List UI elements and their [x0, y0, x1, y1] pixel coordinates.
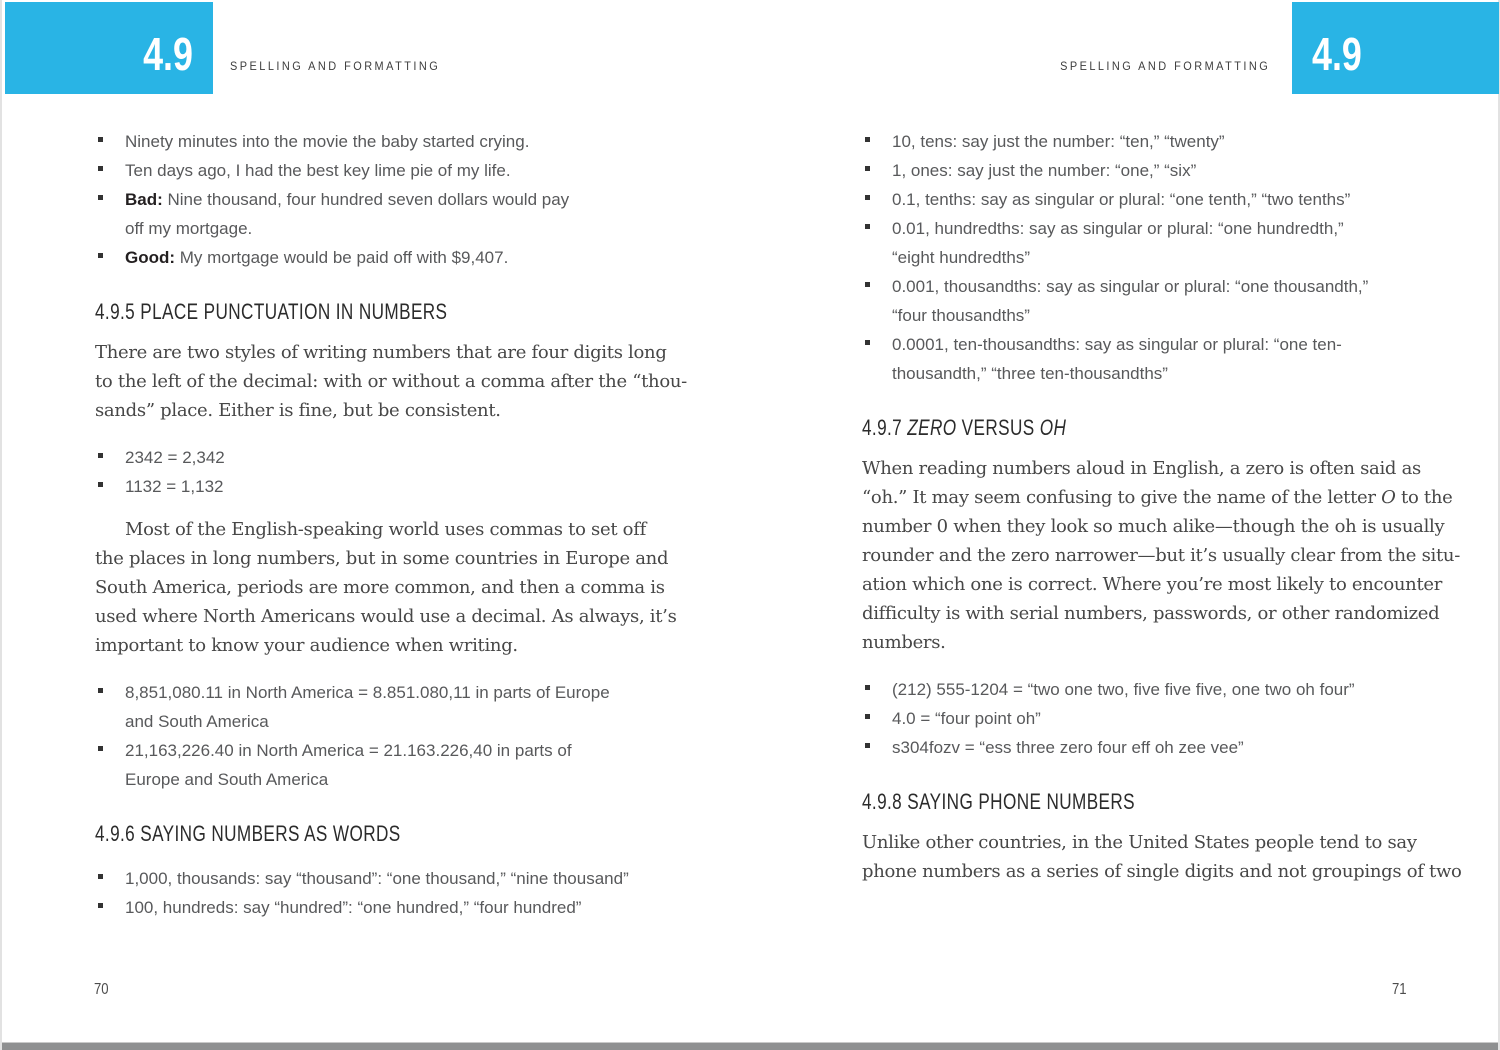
text-segment: 1,000, thousands: say “thousand”: “one thousand,” “nine thousand” [125, 869, 629, 888]
text-line [125, 765, 670, 794]
bullet-square-marker [98, 195, 103, 200]
text-segment: Good: [125, 248, 180, 267]
text-line [125, 864, 670, 893]
left-page-column [95, 127, 687, 922]
body-paragraph [862, 454, 1460, 657]
bullet-list [95, 127, 670, 272]
text-segment: rounder and the zero narrower—but it’s usually clear from the situ- [862, 545, 1460, 566]
text-line [125, 185, 670, 214]
bullet-item [862, 704, 1417, 733]
text-segment: thousandth,” “three ten-thousandths” [892, 364, 1168, 383]
text-segment: “four thousandths” [892, 306, 1030, 325]
text-line [95, 602, 677, 631]
text-segment: and South America [125, 712, 269, 731]
text-line [892, 243, 1417, 272]
text-segment: the places in long numbers, but in some countries in Europe and [95, 548, 669, 569]
right-page-column [862, 127, 1462, 886]
text-segment: Most of the English-speaking world uses commas to set off [125, 519, 646, 540]
text-segment: “eight hundredths” [892, 248, 1030, 267]
bullet-square-marker [865, 340, 870, 345]
text-line [95, 544, 670, 573]
text-segment: important to know your audience when writing. [95, 635, 518, 656]
page-number-left: 70 [94, 981, 109, 998]
text-line [892, 330, 1417, 359]
text-segment: 2342 = 2,342 [125, 448, 225, 467]
running-header-text: SPELLING AND FORMATTING [230, 61, 441, 73]
text-line [95, 573, 670, 602]
text-line [892, 675, 1417, 704]
section-heading [862, 416, 1417, 440]
text-line [125, 127, 670, 156]
running-header-right [1049, 61, 1270, 73]
text-line [125, 443, 670, 472]
bullet-item [862, 214, 1417, 272]
text-line [892, 156, 1417, 185]
text-segment: number 0 when they look so much alike—though the oh is usually [862, 516, 1445, 537]
bullet-item [95, 678, 670, 736]
text-segment: When reading numbers aloud in English, a zero is often said as [862, 458, 1421, 479]
text-segment: sands” place. Either is fine, but be consistent. [95, 400, 501, 421]
text-line [125, 156, 670, 185]
text-segment: Nine thousand, four hundred seven dollars would pay [167, 190, 570, 209]
text-line [892, 272, 1417, 301]
section-heading [95, 300, 670, 324]
bullet-list [95, 864, 670, 922]
bullet-square-marker [865, 685, 870, 690]
text-line [125, 893, 670, 922]
section-heading-text [95, 822, 401, 846]
text-segment: There are two styles of writing numbers that are four digits long [95, 342, 667, 363]
text-segment: Ninety minutes into the movie the baby started crying. [125, 132, 530, 151]
page-bottom-edge [2, 1042, 1498, 1050]
bullet-item [95, 472, 670, 501]
bullet-square-marker [98, 482, 103, 487]
text-line [125, 472, 670, 501]
bullet-square-marker [98, 453, 103, 458]
text-line [125, 214, 670, 243]
text-line [125, 243, 670, 272]
text-segment: Bad: [125, 190, 168, 209]
text-line [862, 828, 1417, 857]
bullet-item [95, 127, 670, 156]
bullet-list [862, 127, 1417, 388]
text-line [862, 857, 1462, 886]
text-line [95, 367, 687, 396]
text-segment: 4.9.7 [862, 415, 908, 440]
bullet-item [95, 893, 670, 922]
bullet-item [95, 156, 670, 185]
text-segment: difficulty is with serial numbers, passwords, or other randomized [862, 603, 1440, 624]
text-line [892, 185, 1417, 214]
text-segment: “oh.” It may seem confusing to give the name of the letter [862, 487, 1382, 508]
running-header-text: SPELLING AND FORMATTING [1059, 61, 1270, 73]
text-line [892, 733, 1417, 762]
bullet-item [862, 733, 1417, 762]
text-segment: 0.01, hundredths: say as singular or plural: “one hundredth,” [892, 219, 1344, 238]
bullet-square-marker [865, 224, 870, 229]
text-line [892, 301, 1417, 330]
text-segment: off my mortgage. [125, 219, 253, 238]
bullet-item [862, 330, 1417, 388]
text-line [862, 570, 1443, 599]
text-segment: (212) 555-1204 = “two one two, five five five, one two oh four” [892, 680, 1355, 699]
text-line [892, 359, 1417, 388]
text-segment: numbers. [862, 632, 946, 653]
bullet-item [862, 675, 1417, 704]
text-segment: s304fozv = “ess three zero four eff oh zee vee” [892, 738, 1244, 757]
text-segment: ZERO [907, 415, 957, 440]
text-segment: Ten days ago, I had the best key lime pie of my life. [125, 161, 511, 180]
text-segment: 1, ones: say just the number: “one,” “six” [892, 161, 1197, 180]
section-heading [862, 790, 1417, 814]
text-segment: used where North Americans would use a decimal. As always, it’s [95, 606, 677, 627]
text-line [892, 704, 1417, 733]
text-segment: phone numbers as a series of single digits and not groupings of two [862, 861, 1462, 882]
text-segment: 1132 = 1,132 [125, 477, 224, 496]
bullet-list [95, 678, 670, 794]
text-segment: 0.1, tenths: say as singular or plural: “one tenth,” “two tenths” [892, 190, 1351, 209]
text-segment: OH [1039, 415, 1067, 440]
text-segment: 10, tens: say just the number: “ten,” “twenty” [892, 132, 1225, 151]
bullet-item [862, 156, 1417, 185]
bullet-item [95, 736, 670, 794]
bullet-item [862, 127, 1417, 156]
body-paragraph [862, 828, 1462, 886]
bullet-square-marker [98, 688, 103, 693]
bullet-item [95, 185, 670, 243]
text-segment: O [1381, 487, 1396, 508]
bullet-square-marker [865, 282, 870, 287]
text-segment: 4.9.5 PLACE PUNCTUATION IN NUMBERS [95, 299, 448, 324]
section-badge-left [5, 2, 213, 94]
text-segment: ation which one is correct. Where you’re most likely to encounter [862, 574, 1443, 595]
page-number-right: 71 [1392, 981, 1407, 998]
text-line [892, 214, 1417, 243]
bullet-square-marker [865, 714, 870, 719]
text-line [892, 127, 1417, 156]
text-line [95, 631, 670, 660]
section-number: 4.9 [143, 27, 193, 80]
section-heading [95, 822, 670, 846]
bullet-item [862, 272, 1417, 330]
bullet-square-marker [865, 743, 870, 748]
text-line [862, 628, 1417, 657]
text-segment: Europe and South America [125, 770, 329, 789]
text-line [125, 707, 670, 736]
text-segment: 0.0001, ten-thousandths: say as singular or plural: “one ten- [892, 335, 1342, 354]
text-line [862, 454, 1421, 483]
running-header-left [230, 61, 451, 73]
bullet-item [862, 185, 1417, 214]
text-segment: to the [1395, 487, 1453, 508]
text-line [862, 483, 1453, 512]
text-segment: South America, periods are more common, and then a comma is [95, 577, 665, 598]
bullet-item [95, 443, 670, 472]
text-segment: 4.9.6 SAYING NUMBERS AS WORDS [95, 821, 401, 846]
text-line [125, 736, 670, 765]
text-segment: 21,163,226.40 in North America = 21.163.226,40 in parts of [125, 741, 572, 760]
bullet-item [95, 243, 670, 272]
section-heading-text [862, 416, 1066, 440]
body-paragraph [95, 515, 677, 660]
section-heading-text [95, 300, 447, 324]
text-line [95, 396, 670, 425]
bullet-square-marker [98, 746, 103, 751]
text-line [95, 515, 670, 544]
text-segment: Unlike other countries, in the United States people tend to say [862, 832, 1417, 853]
text-line [862, 599, 1440, 628]
bullet-square-marker [865, 195, 870, 200]
section-badge-right [1292, 2, 1499, 94]
section-heading-text [862, 790, 1135, 814]
bullet-square-marker [98, 137, 103, 142]
text-segment: 100, hundreds: say “hundred”: “one hundred,” “four hundred” [125, 898, 582, 917]
bullet-square-marker [98, 903, 103, 908]
bullet-item [95, 864, 670, 893]
text-segment: 4.9.8 SAYING PHONE NUMBERS [862, 789, 1136, 814]
text-line [862, 512, 1445, 541]
text-segment: to the left of the decimal: with or without a comma after the “thou- [95, 371, 687, 392]
bullet-square-marker [98, 166, 103, 171]
bullet-list [95, 443, 670, 501]
bullet-list [862, 675, 1417, 762]
text-line [862, 541, 1460, 570]
text-segment: 4.0 = “four point oh” [892, 709, 1041, 728]
bullet-square-marker [865, 137, 870, 142]
bullet-square-marker [98, 253, 103, 258]
section-number: 4.9 [1312, 27, 1362, 80]
body-paragraph [95, 338, 687, 425]
text-segment: 8,851,080.11 in North America = 8.851.080,11 in parts of Europe [125, 683, 610, 702]
text-segment: VERSUS [956, 415, 1040, 440]
text-segment: 0.001, thousandths: say as singular or plural: “one thousandth,” [892, 277, 1369, 296]
text-line [95, 338, 670, 367]
bullet-square-marker [865, 166, 870, 171]
text-segment: My mortgage would be paid off with $9,407. [179, 248, 509, 267]
bullet-square-marker [98, 874, 103, 879]
text-line [125, 678, 670, 707]
